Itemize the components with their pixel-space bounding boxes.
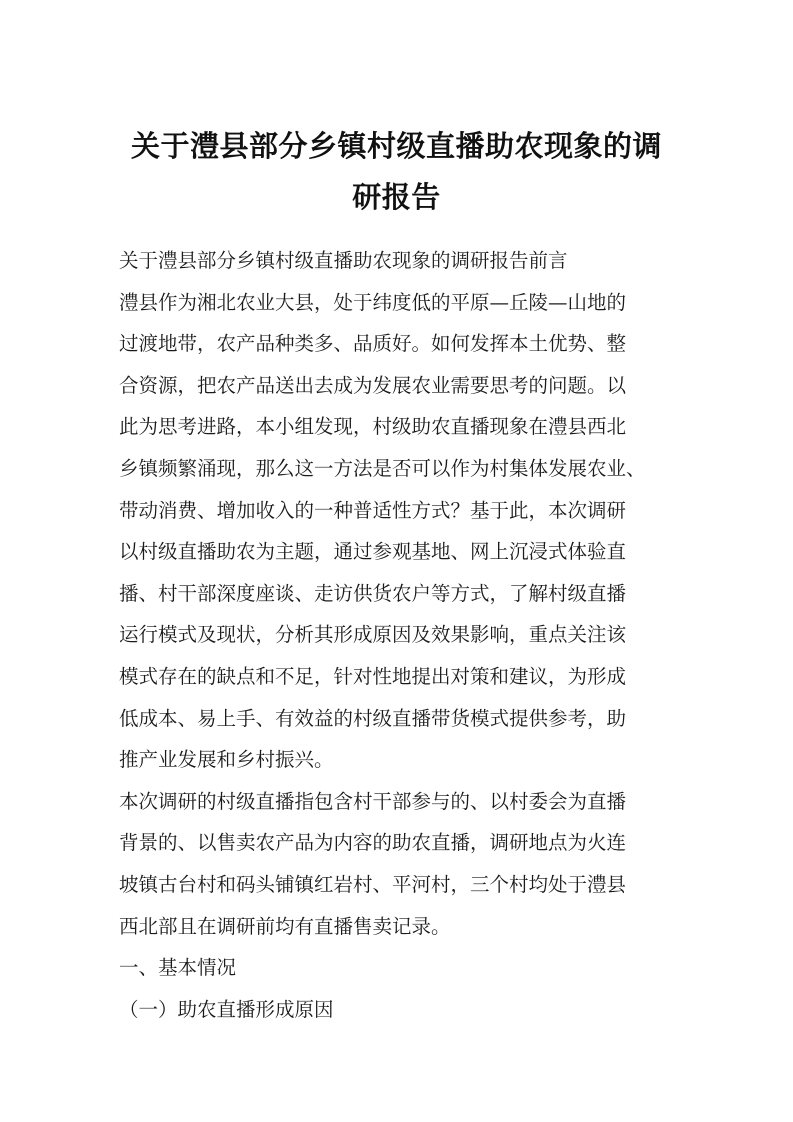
paragraph-line: 合资源，把农产品送出去成为发展农业需要思考的问题。以 [119,373,627,397]
paragraph-line: 澧县作为湘北农业大县，处于纬度低的平原—丘陵—山地的 [119,290,627,314]
paragraph-line: 播、村干部深度座谈、走访供货农户等方式，了解村级直播 [119,581,627,605]
paragraph-line: 以村级直播助农为主题，通过参观基地、网上沉浸式体验直 [119,540,627,564]
subsection-heading: （一）助农直播形成原因 [119,997,334,1021]
paragraph-line: 推产业发展和乡村振兴。 [119,748,334,772]
paragraph-line: 低成本、易上手、有效益的村级直播带货模式提供参考，助 [119,706,627,730]
preface-heading: 关于澧县部分乡镇村级直播助农现象的调研报告前言 [119,249,568,272]
paragraph-line: 运行模式及现状，分析其形成原因及效果影响，重点关注该 [119,623,627,647]
document-title-line-2: 研报告 [352,180,441,214]
document-title-line-1: 关于澧县部分乡镇村级直播助农现象的调 [130,129,662,163]
document-body [119,240,679,1030]
paragraph-line: 乡镇频繁涌现，那么这一方法是否可以作为村集体发展农业、 [119,456,646,480]
section-heading: 一、基本情况 [119,956,237,980]
paragraph-line: 带动消费、增加收入的一种普适性方式？基于此，本次调研 [119,498,627,522]
paragraph-line: 背景的、以售卖农产品为内容的助农直播，调研地点为火连 [119,831,627,855]
paragraph-line: 此为思考进路，本小组发现，村级助农直播现象在澧县西北 [119,415,627,439]
paragraph-line: 模式存在的缺点和不足，针对性地提出对策和建议，为形成 [119,664,627,688]
paragraph-line: 坡镇古台村和码头铺镇红岩村、平河村，三个村均处于澧县 [119,872,627,896]
paragraph-line: 西北部且在调研前均有直播售卖记录。 [119,914,451,938]
paragraph-line: 过渡地带，农产品种类多、品质好。如何发挥本土优势、整 [119,332,627,356]
paragraph-line: 本次调研的村级直播指包含村干部参与的、以村委会为直播 [119,789,627,813]
